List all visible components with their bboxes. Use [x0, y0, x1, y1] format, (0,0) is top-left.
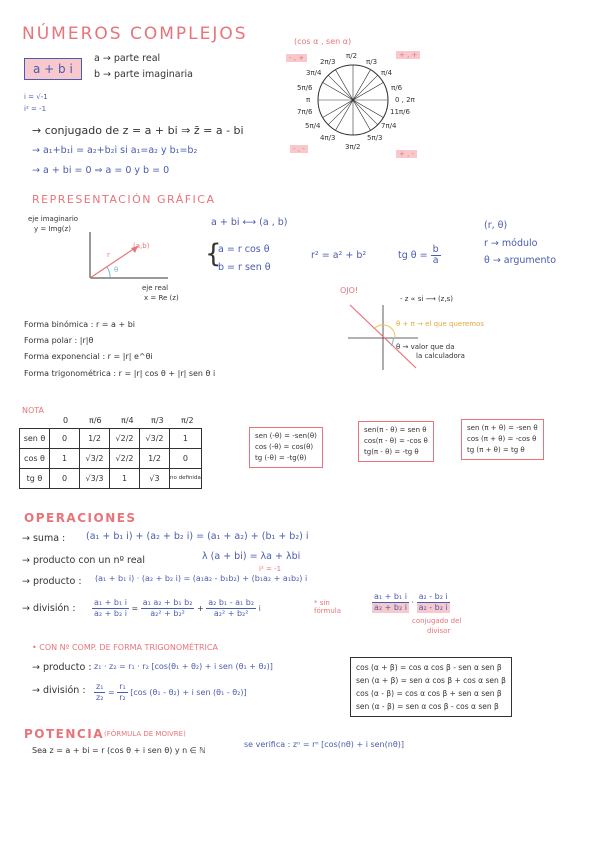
identity-line: tg(π - θ) = -tg θ: [364, 448, 419, 456]
no-formula-conjugate-fraction: [417, 592, 450, 613]
trig-values-table: [19, 428, 202, 489]
angle-label-4pi-3: 4π/3: [320, 134, 336, 142]
angle-sum-identities: [350, 657, 512, 717]
tangent-fraction: [431, 245, 441, 266]
ojo-label: OJO!: [340, 286, 359, 295]
table-cell: √2/2: [110, 449, 140, 469]
divisor-conjugate-note: conjugado del: [412, 617, 462, 625]
angle-label-bottom: 3π/2: [345, 143, 361, 151]
exponential-form: Forma exponencial : r = |r| e^θi: [24, 352, 153, 361]
polar-pair: (r, θ): [484, 220, 508, 231]
quadrant-2-sign: - , +: [286, 54, 307, 62]
division-real-denominator: a₂² + b₂²: [150, 609, 185, 618]
table-cell: √3/2: [80, 449, 110, 469]
no-formula-note: * sin fórmula: [314, 599, 341, 615]
tangent-label: tg θ =: [398, 250, 431, 261]
identity-line: cos (π + θ) = -cos θ: [467, 435, 537, 443]
identity-line: cos (α + β) = cos α cos β - sen α sen β: [356, 663, 502, 672]
no-formula-left-numerator: a₁ + b₁ i: [374, 592, 407, 601]
modulus-equation: r² = a² + b²: [311, 250, 367, 261]
real-axis-label: eje real: [142, 284, 169, 292]
angle-label-pi-4: π/4: [381, 69, 393, 77]
table-cell: √3/3: [80, 469, 110, 489]
pi-plus-angle-identities: [461, 419, 544, 460]
division-imag-fraction: [206, 598, 256, 619]
trig-product-formula: z₁ · z₂ = r₁ · r₂ [cos(θ₁ + θ₂) + i sen (θ₁ + θ₂)]: [94, 662, 273, 671]
circle-header: (cos α , sen α): [294, 37, 352, 46]
table-cell: 0: [50, 469, 80, 489]
divisor-conjugate-note-2: divisor: [427, 627, 451, 635]
identity-line: cos(π - θ) = -cos θ: [364, 437, 428, 445]
table-cell: 1/2: [140, 449, 170, 469]
power-heading: POTENCIA: [24, 727, 104, 741]
angle-label-5pi-4: 5π/4: [305, 122, 321, 130]
table-cell: 0: [170, 449, 202, 469]
no-formula-left-denominator: a₂ + b₂ i: [374, 603, 407, 612]
angle-label-left: π: [306, 96, 311, 104]
identity-line: tg (π + θ) = tg θ: [467, 446, 525, 454]
division-left-numerator: a₁ + b₁ i: [94, 598, 127, 607]
table-cell: 1: [50, 449, 80, 469]
division-imag-denominator: a₂² + b₂²: [213, 609, 249, 618]
trig-division-r-numerator: r₁: [119, 682, 126, 691]
angle-label-7pi-4: 7π/4: [381, 122, 397, 130]
ojo-note-2: θ + π → el que queremos: [396, 320, 484, 328]
table-cell: 0: [50, 429, 80, 449]
conjugate-line: → conjugado de z = a + bi ⇒ z̄ = a - bi: [32, 124, 244, 137]
trig-division-equals: =: [107, 688, 115, 697]
trig-division-r-fraction: [117, 682, 128, 703]
table-row: [20, 449, 202, 469]
page-title: NÚMEROS COMPLEJOS: [22, 24, 248, 44]
no-formula-left-fraction: [372, 592, 409, 613]
quadrant-1-sign: + , +: [396, 51, 420, 59]
graphic-section-heading: REPRESENTACIÓN GRÁFICA: [32, 193, 216, 206]
complex-form-box: a + b i: [24, 58, 82, 80]
a-equation: a = r cos θ: [218, 244, 270, 255]
equality-line: → a₁+b₁i = a₂+b₂i si a₁=a₂ y b₁=b₂: [32, 145, 198, 156]
division-left-fraction: [92, 598, 129, 619]
table-cell: 1/2: [80, 429, 110, 449]
trig-division-label: → división :: [32, 685, 86, 696]
division-formula: $\frac{\text{a₁ + b₁ i}}{\text{a₂ + b₂ i}}$ = $\frac{\text{a₁ a₂ + b₁ b₂}}{\text{a₂² + b₂²}}$ + $\frac{\text{a₂ b₁ - a₁ b₂}}{\text{a₂² + b₂²}}$ i: [94, 598, 261, 618]
nota-header-pi-4: π/4: [121, 416, 134, 425]
table-cell: √2/2: [110, 429, 140, 449]
nota-header-pi-2: π/2: [181, 416, 194, 425]
modulus-r-label: r: [107, 251, 110, 259]
table-cell: √3: [140, 469, 170, 489]
supplementary-angle-identities: [358, 421, 434, 462]
angle-label-top: π/2: [346, 52, 358, 60]
identity-line: cos (α - β) = cos α cos β + sen α sen β: [356, 689, 502, 698]
sum-label: → suma :: [22, 533, 66, 544]
scalar-product-formula: λ (a + bi) = λa + λbi: [202, 551, 301, 562]
argument-note: θ → argumento: [484, 255, 557, 266]
table-cell: √3/2: [140, 429, 170, 449]
angle-label-2pi-3: 2π/3: [320, 58, 336, 66]
quadrant-4-sign: + , -: [396, 150, 417, 158]
nota-header-pi-6: π/6: [89, 416, 102, 425]
real-part-note: a → parte real: [94, 53, 161, 64]
ojo-note-4: la calculadora: [416, 352, 465, 360]
trig-form-heading: • CON Nº COMP. DE FORMA TRIGONOMÉTRICA: [32, 643, 218, 652]
i-squared-note: i² = -1: [259, 565, 282, 573]
ojo-note-1: - z ∝ si ⟶ (z,s): [400, 295, 453, 303]
identity-line: sen(π - θ) = sen θ: [364, 426, 427, 434]
trig-division-z-denominator: z₂: [96, 693, 104, 702]
imaginary-axis-formula: y = Img(z): [34, 225, 71, 233]
identity-line: tg (-θ) = -tg(θ): [255, 454, 307, 462]
identity-line: cos (-θ) = cos(θ): [255, 443, 314, 451]
identity-line: sen (π + θ) = -sen θ: [467, 424, 538, 432]
complex-plane-diagram: [80, 232, 170, 282]
table-cell: tg θ: [20, 469, 50, 489]
moivre-hypothesis: [32, 746, 206, 755]
quadrant-correction-diagram: [348, 300, 418, 370]
division-left-denominator: a₂ + b₂ i: [94, 609, 127, 618]
no-formula-division: $\frac{\text{a₁ + b₁ i}}{\text{a₂ + b₂ i}}$ · $\frac{\text{a₂ - b₂ i}}{\text{a₂ - b₂ i}}$: [374, 592, 448, 612]
table-cell: 1: [170, 429, 202, 449]
nota-header-0: 0: [63, 416, 69, 425]
trig-division-formula: [94, 682, 247, 703]
product-formula: (a₁ + b₁ i) · (a₂ + b₂ i) = (a₁a₂ - b₁b₂) + (b₁a₂ + a₁b₂) i: [95, 574, 308, 583]
i-definition: i = √-1: [24, 93, 48, 101]
ojo-note-3: θ → valor que da: [396, 343, 455, 351]
division-real-fraction: [141, 598, 195, 619]
table-row: [20, 429, 202, 449]
operations-heading: OPERACIONES: [24, 511, 137, 525]
real-axis-formula: x = Re (z): [144, 294, 179, 302]
b-equation: b = r sen θ: [218, 262, 271, 273]
unit-circle-diagram: [315, 62, 391, 138]
polar-brace: {: [205, 239, 222, 269]
division-i: i: [258, 604, 261, 613]
moivre-formula: se verifica : zⁿ = rⁿ [cos(nθ) + i sen(nθ)]: [244, 740, 404, 749]
table-cell: cos θ: [20, 449, 50, 469]
moivre-hypothesis-text: Sea z = a + bi = r (cos θ + i sen θ) y n ∈: [32, 746, 197, 755]
moivre-subtitle: (FÓRMULA DE MOIVRE): [104, 730, 186, 738]
division-real-numerator: a₁ a₂ + b₁ b₂: [142, 598, 193, 607]
angle-label-7pi-6: 7π/6: [297, 108, 313, 116]
imaginary-axis-label: eje imaginario: [28, 215, 79, 223]
no-formula-conjugate-numerator: a₂ - b₂ i: [418, 592, 448, 601]
table-cell: sen θ: [20, 429, 50, 449]
imaginary-part-note: b → parte imaginaria: [94, 69, 193, 80]
trig-division-bracket: [cos (θ₁ - θ₂) + i sen (θ₁ - θ₂)]: [130, 688, 247, 697]
theta-label: θ: [114, 266, 119, 274]
zero-line: → a + bi = 0 ⇒ a = 0 y b = 0: [32, 165, 170, 176]
i-squared-definition: i² = -1: [24, 105, 47, 113]
binomial-form: Forma binómica : r = a + bi: [24, 320, 136, 329]
polar-form: Forma polar : |r|θ: [24, 336, 94, 345]
division-imag-numerator: a₂ b₁ - a₁ b₂: [208, 598, 255, 607]
point-ab-label: (a,b): [133, 242, 150, 250]
division-label: → división :: [22, 603, 76, 614]
angle-label-5pi-3: 5π/3: [367, 134, 383, 142]
quadrant-3-sign: - , -: [290, 145, 308, 153]
nota-header-pi-3: π/3: [151, 416, 164, 425]
angle-label-right: 0 , 2π: [395, 96, 415, 104]
scalar-product-label: → producto con un nº real: [22, 555, 146, 566]
natural-numbers-set: ℕ: [199, 746, 206, 755]
tangent-equation: [398, 245, 441, 266]
trig-division-z-fraction: [94, 682, 105, 703]
sum-formula: (a₁ + b₁ i) + (a₂ + b₂ i) = (a₁ + a₂) + (b₁ + b₂) i: [86, 531, 309, 542]
identity-line: sen (α - β) = sen α cos β - cos α sen β: [356, 702, 499, 711]
identity-line: sen (-θ) = -sen(θ): [255, 432, 317, 440]
table-cell: 1: [110, 469, 140, 489]
tangent-numerator: b: [432, 244, 439, 255]
product-label: → producto :: [22, 576, 82, 587]
table-cell: no definida: [170, 469, 202, 489]
trig-division-r-denominator: r₂: [119, 693, 126, 702]
angle-label-5pi-6: 5π/6: [297, 84, 313, 92]
modulus-note: r → módulo: [484, 238, 538, 249]
nota-label: NOTA: [22, 406, 45, 415]
angle-label-11pi-6: 11π/6: [390, 108, 410, 116]
table-row: [20, 469, 202, 489]
binomial-pair: a + bi ⟷ (a , b): [211, 217, 288, 228]
identity-line: sen (α + β) = sen α cos β + cos α sen β: [356, 676, 506, 685]
angle-label-pi-3: π/3: [366, 58, 378, 66]
angle-label-3pi-4: 3π/4: [306, 69, 322, 77]
negative-angle-identities: [249, 427, 323, 468]
trig-product-label: → producto :: [32, 662, 92, 673]
no-formula-conjugate-denominator: a₂ - b₂ i: [418, 603, 448, 612]
trigonometric-form: Forma trigonométrica : r = |r| cos θ + |r| sen θ i: [24, 369, 216, 378]
angle-label-pi-6: π/6: [391, 84, 403, 92]
trig-division-z-numerator: z₁: [96, 682, 104, 691]
tangent-denominator: a: [432, 255, 439, 266]
